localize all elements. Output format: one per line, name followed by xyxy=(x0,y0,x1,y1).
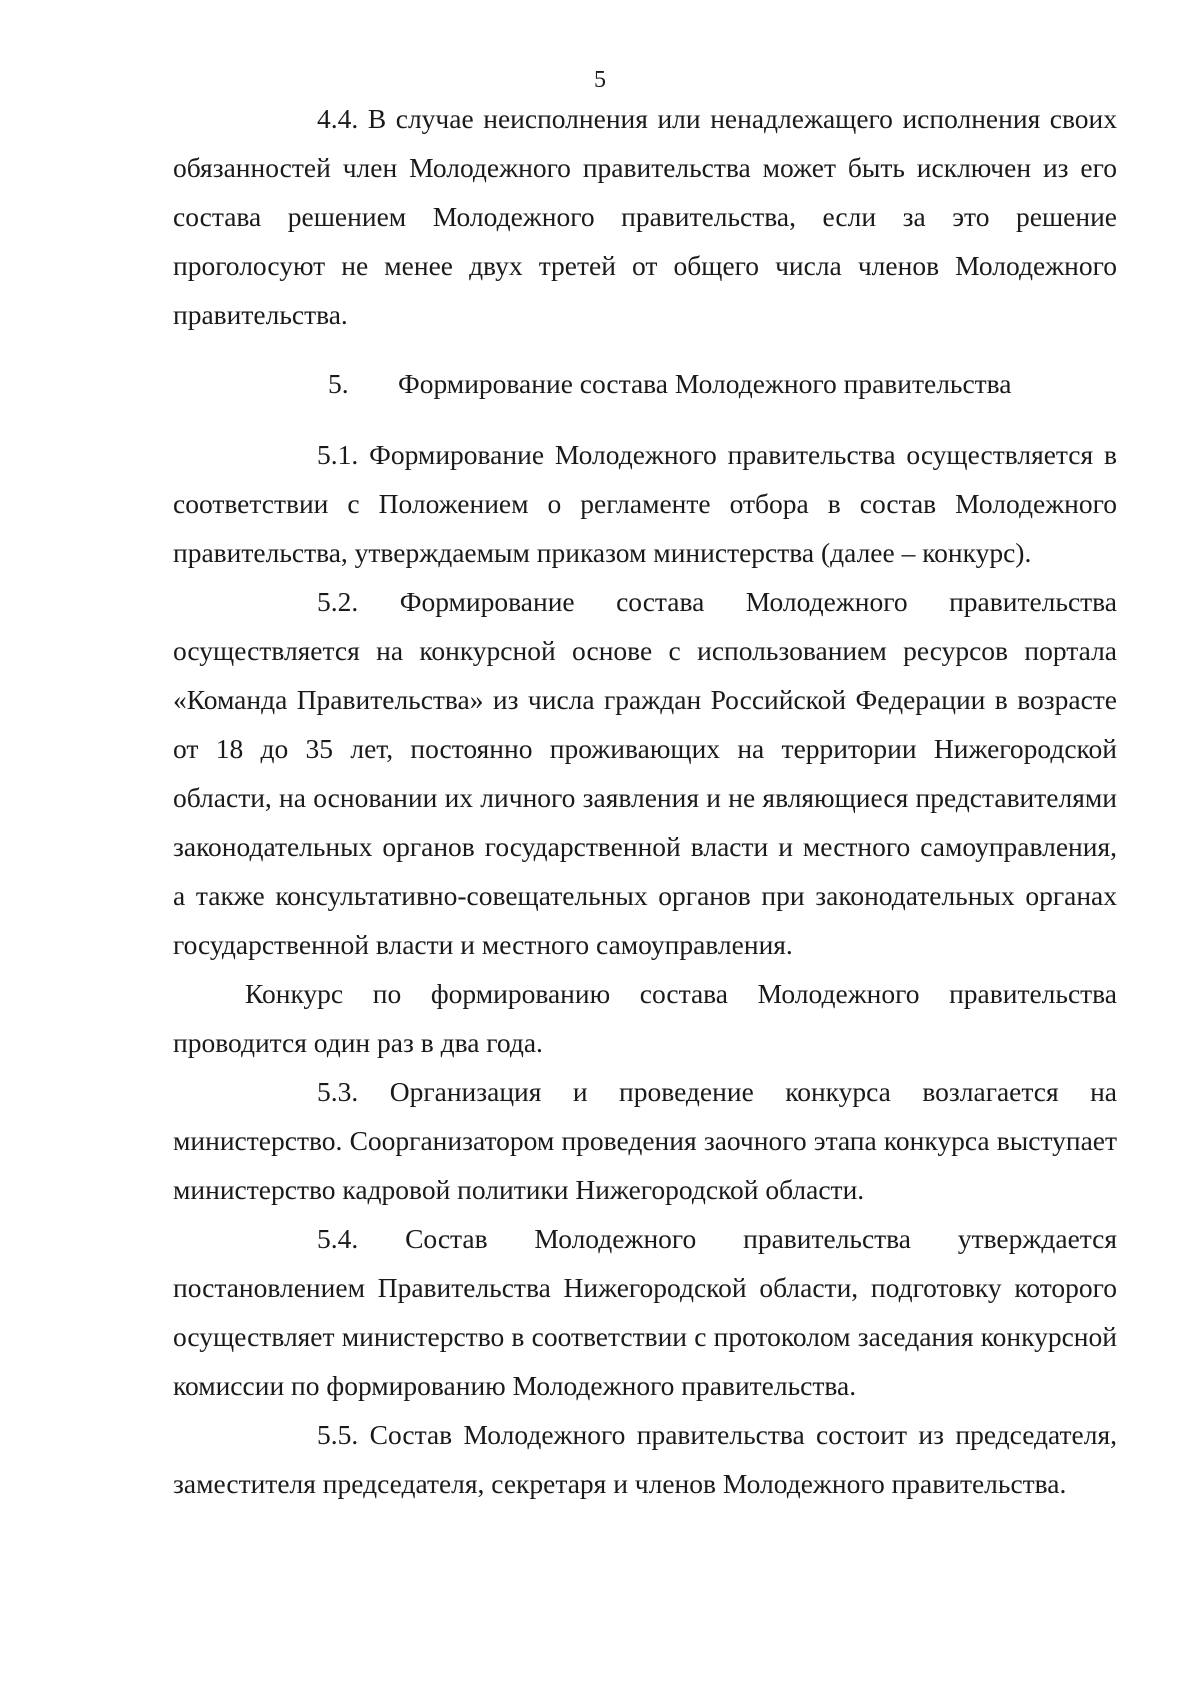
paragraph-5-4 xyxy=(173,1214,1117,1410)
page-number: 5 xyxy=(594,67,606,93)
paragraph-number: 5.3. xyxy=(317,1076,359,1107)
paragraph-text: Организация и проведение конкурса возлагается на министерство. Соорганизатором проведения заочного этапа конкурса выступает министерство кадровой политики Нижегородской области. xyxy=(173,1076,1117,1205)
paragraph-text: В случае неисполнения или ненадлежащего исполнения своих обязанностей член Молодежного правительства может быть исключен из его состава решением Молодежного правительства, если за это решение проголосуют не менее двух третей от общего числа членов Молодежного правительства. xyxy=(173,103,1117,330)
paragraph-number: 5.2. xyxy=(317,586,359,617)
paragraph-contest-frequency xyxy=(173,969,1117,1067)
paragraph-number: 5.5. xyxy=(317,1419,359,1450)
paragraph-4-4 xyxy=(173,94,1117,339)
paragraph-5-2 xyxy=(173,577,1117,969)
paragraph-5-1 xyxy=(173,430,1117,577)
paragraph-text: Конкурс по формированию состава Молодежного правительства проводится один раз в два года. xyxy=(173,978,1117,1058)
document-body xyxy=(173,94,1117,1508)
section-number: 5. xyxy=(328,368,349,399)
paragraph-text: Состав Молодежного правительства состоит из председателя, заместителя председателя, секретаря и членов Молодежного правительства. xyxy=(173,1419,1117,1499)
paragraph-text: Формирование состава Молодежного правительства осуществляется на конкурсной основе с использованием ресурсов портала «Команда Правительства» из числа граждан Российской Федерации в возрасте от 18 до 35 лет, постоянно проживающих на территории Нижегородской области, на основании их личного заявления и не являющиеся представителями законодательных органов государственной власти и местного самоуправления, а также консультативно-совещательных органов при законодательных органах государственной власти и местного самоуправления. xyxy=(173,586,1118,960)
paragraph-5-3 xyxy=(173,1067,1117,1214)
paragraph-text: Состав Молодежного правительства утверждается постановлением Правительства Нижегородской области, подготовку которого осуществляет министерство в соответствии с протоколом заседания конкурсной комиссии по формированию Молодежного правительства. xyxy=(173,1223,1117,1401)
section-heading xyxy=(173,359,1117,408)
paragraph-text: Формирование Молодежного правительства осуществляется в соответствии с Положением о регламенте отбора в состав Молодежного правительства, утверждаемым приказом министерства (далее – конкурс). xyxy=(173,439,1117,568)
paragraph-number: 4.4. xyxy=(317,103,359,134)
paragraph-5-5 xyxy=(173,1410,1117,1508)
paragraph-number: 5.4. xyxy=(317,1223,359,1254)
paragraph-number: 5.1. xyxy=(317,439,359,470)
section-title: Формирование состава Молодежного правительства xyxy=(398,368,1012,399)
